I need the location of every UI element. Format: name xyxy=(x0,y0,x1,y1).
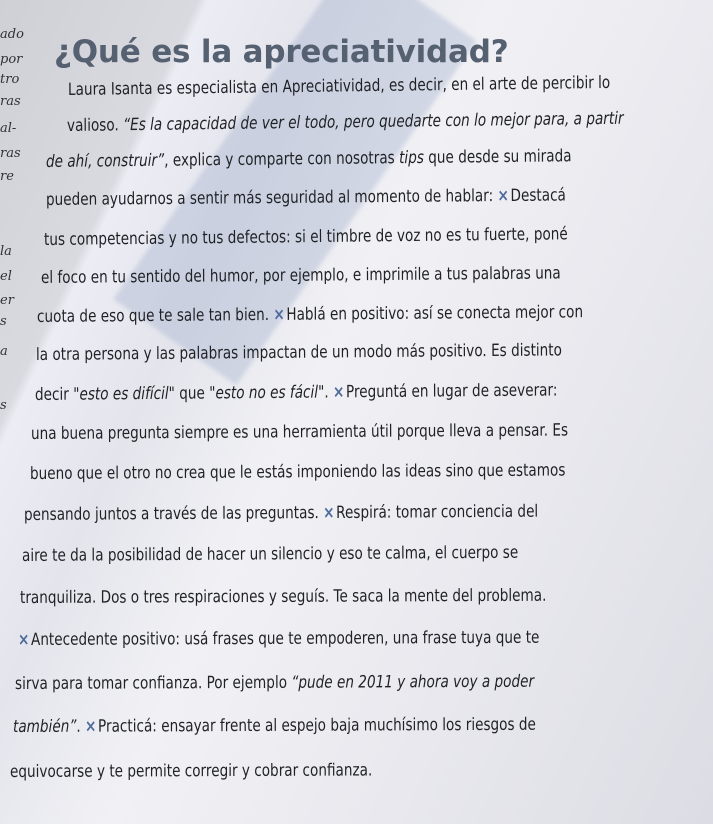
body-text-span: Antecedente positivo: usá frases que te empoderen, una frase tuya que te xyxy=(30,627,540,650)
body-text-span: decir xyxy=(34,384,74,405)
body-text-span: pensando juntos a través de las preguntas. xyxy=(23,503,324,525)
body-line-9 xyxy=(35,382,558,404)
body-line-17 xyxy=(12,714,536,737)
body-text-span: Respirá: tomar conciencia del xyxy=(336,501,539,523)
body-quote: “pude en 2011 y ahora voy a poder xyxy=(291,671,535,693)
body-text-span: la otra persona y las palabras impactan de un modo más positivo. Es distinto xyxy=(35,340,562,365)
body-line-18 xyxy=(10,762,372,781)
body-text-span: Destacá xyxy=(510,185,566,206)
body-line-5 xyxy=(44,226,568,249)
tip-marker-icon: × xyxy=(273,304,285,325)
body-text-span: pueden ayudarnos a sentir más seguridad al momento de hablar: xyxy=(45,186,498,210)
left-fragment: por xyxy=(0,52,23,67)
body-line-7 xyxy=(37,304,583,326)
body-text-span: Laura Isanta es especialista en Apreciatividad, es decir, en el arte de percibir lo xyxy=(67,72,611,100)
body-line-10 xyxy=(31,422,568,443)
body-text-span: una buena pregunta siempre es una herramienta útil porque lleva a pensar. Es xyxy=(30,420,569,444)
body-line-15 xyxy=(17,627,540,650)
body-line-1 xyxy=(67,72,611,100)
body-line-11 xyxy=(30,462,565,483)
tip-marker-icon: × xyxy=(323,502,335,524)
body-text-span: Hablá en positivo: así se conecta mejor con xyxy=(286,302,584,325)
left-fragment: a xyxy=(0,344,8,359)
tip-marker-icon: × xyxy=(497,185,509,207)
left-fragment: tro xyxy=(0,72,20,87)
left-fragment: s xyxy=(0,398,7,413)
body-text-span: tranquiliza. Dos o tres respiraciones y seguís. Te saca la mente del problema. xyxy=(19,585,547,608)
body-line-12 xyxy=(23,501,539,525)
body-quote: “Es la capacidad de ver el todo, pero quedarte con lo mejor para, a partir xyxy=(122,108,624,136)
body-text-span: . xyxy=(76,716,86,737)
body-line-14 xyxy=(19,585,547,608)
body-line-16 xyxy=(14,671,535,694)
body-text-span: equivocarse y te permite corregir y cobrar confianza. xyxy=(9,760,373,782)
body-line-3 xyxy=(46,148,572,171)
body-text-span: que xyxy=(174,383,210,404)
body-quote: también” xyxy=(12,716,77,737)
left-fragment: re xyxy=(0,169,14,184)
body-line-2 xyxy=(66,108,624,136)
left-fragment: s xyxy=(0,314,7,329)
body-text-span: tus competencias y no tus defectos: si el timbre de voz no es tu fuerte, poné xyxy=(43,224,568,250)
body-text-span: bueno que el otro no crea que le estás imponiendo las ideas sino que estamos xyxy=(29,460,566,484)
left-fragment: er xyxy=(0,293,14,308)
body-text-span: cuota de eso que te sale tan bien. xyxy=(36,304,274,327)
body-text-span: el foco en tu sentido del humor, por ejemplo, e imprimile a tus palabras una xyxy=(40,263,561,288)
body-text-span: aire te da la posibilidad de hacer un silencio y eso te calma, el cuerpo se xyxy=(21,542,519,566)
left-fragment: al- xyxy=(0,121,17,136)
left-fragment: ado xyxy=(0,27,24,42)
body-text-span: , explica y comparte con nosotras xyxy=(164,148,400,171)
left-fragment: el xyxy=(0,269,12,284)
left-fragment: ras xyxy=(0,146,21,161)
body-emphasis: tips xyxy=(398,147,424,169)
body-line-4 xyxy=(46,187,566,209)
body-text-span: . xyxy=(324,382,334,403)
tip-marker-icon: × xyxy=(17,629,30,650)
body-text-span: Preguntá en lugar de aseverar: xyxy=(345,380,558,403)
body-line-13 xyxy=(21,542,519,566)
body-quote: "esto no es fácil" xyxy=(209,382,325,404)
tip-marker-icon: × xyxy=(332,382,345,403)
article-title: ¿Qué es la apreciatividad? xyxy=(54,34,509,70)
left-fragment: ras xyxy=(0,94,21,109)
body-text-span: sirva para tomar confianza. Por ejemplo xyxy=(14,672,292,694)
body-text-span: que desde su mirada xyxy=(423,146,572,168)
body-quote: "esto es difícil" xyxy=(73,383,175,405)
tip-marker-icon: × xyxy=(84,716,97,737)
body-quote: de ahí, construir” xyxy=(45,150,165,172)
body-text-span: Practicá: ensayar frente al espejo baja muchísimo los riesgos de xyxy=(97,714,536,737)
body-text-span: valioso. xyxy=(66,115,124,136)
body-line-6 xyxy=(41,265,561,287)
left-fragment: la xyxy=(0,244,12,259)
body-line-8 xyxy=(36,342,562,364)
